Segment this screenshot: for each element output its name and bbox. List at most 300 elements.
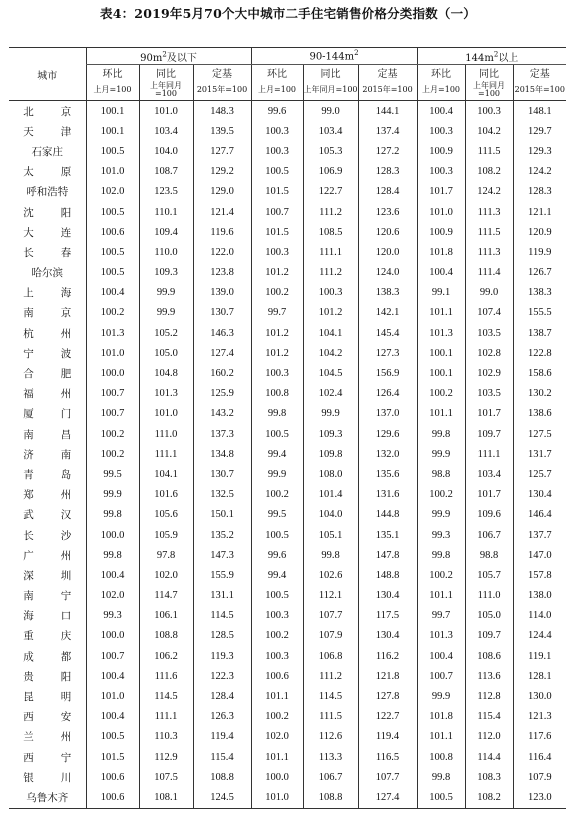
index-value: 127.8 — [358, 686, 417, 706]
index-value: 104.0 — [303, 505, 358, 525]
index-value: 122.7 — [358, 707, 417, 727]
index-value: 130.4 — [358, 586, 417, 606]
index-value: 99.8 — [86, 545, 139, 565]
index-value: 101.1 — [417, 586, 465, 606]
city-name: 宁波 — [23, 347, 72, 360]
index-value: 111.6 — [139, 666, 193, 686]
table-row — [9, 343, 566, 363]
index-value: 102.0 — [86, 182, 139, 202]
index-value: 102.0 — [251, 727, 303, 747]
index-value: 122.7 — [303, 182, 358, 202]
index-value: 128.4 — [193, 686, 251, 706]
index-value: 106.7 — [303, 767, 358, 787]
index-value: 111.1 — [303, 242, 358, 262]
index-value: 139.5 — [193, 121, 251, 141]
table-row — [9, 485, 566, 505]
index-value: 110.3 — [139, 727, 193, 747]
index-value: 111.1 — [465, 444, 513, 464]
index-value: 131.6 — [358, 485, 417, 505]
index-value: 109.7 — [465, 424, 513, 444]
index-value: 100.3 — [417, 162, 465, 182]
index-value: 131.7 — [513, 444, 566, 464]
index-value: 126.4 — [358, 384, 417, 404]
table-row — [9, 545, 566, 565]
city-name: 合肥 — [23, 368, 72, 381]
index-value: 111.5 — [465, 141, 513, 161]
index-value: 119.4 — [193, 727, 251, 747]
index-value: 99.9 — [417, 444, 465, 464]
index-value: 99.9 — [417, 505, 465, 525]
city-name: 兰州 — [23, 731, 72, 744]
index-value: 101.1 — [251, 686, 303, 706]
index-value: 100.4 — [417, 646, 465, 666]
index-value: 104.2 — [303, 343, 358, 363]
index-value: 105.0 — [465, 606, 513, 626]
city-name: 银川 — [23, 771, 72, 784]
index-value: 100.3 — [251, 141, 303, 161]
table-row — [9, 323, 566, 343]
index-value: 99.3 — [86, 606, 139, 626]
city-name: 长沙 — [23, 529, 72, 542]
index-value: 124.2 — [465, 182, 513, 202]
index-value: 116.5 — [358, 747, 417, 767]
index-value: 126.3 — [193, 707, 251, 727]
index-value: 119.1 — [513, 646, 566, 666]
index-value: 100.3 — [251, 606, 303, 626]
index-value: 112.9 — [139, 747, 193, 767]
city-name: 南昌 — [23, 428, 72, 441]
index-value: 116.2 — [358, 646, 417, 666]
index-value: 99.8 — [417, 424, 465, 444]
index-value: 101.5 — [86, 747, 139, 767]
index-value: 135.2 — [193, 525, 251, 545]
index-value: 101.5 — [251, 182, 303, 202]
table-row — [9, 202, 566, 222]
index-value: 157.8 — [513, 565, 566, 585]
index-value: 100.5 — [86, 263, 139, 283]
index-value: 99.9 — [303, 404, 358, 424]
index-value: 100.5 — [86, 727, 139, 747]
table-row — [9, 606, 566, 626]
index-value: 130.4 — [513, 485, 566, 505]
index-value: 137.0 — [358, 404, 417, 424]
index-value: 127.3 — [358, 343, 417, 363]
index-value: 100.2 — [251, 626, 303, 646]
index-value: 122.3 — [193, 666, 251, 686]
header-yoy: 同比 — [139, 65, 193, 81]
city-name: 武汉 — [23, 509, 72, 522]
index-value: 101.1 — [417, 303, 465, 323]
index-value: 102.9 — [465, 363, 513, 383]
header-city: 城市 — [9, 48, 86, 101]
header-base-prev-month: 上月=100 — [251, 80, 303, 101]
index-value: 100.2 — [251, 283, 303, 303]
index-value: 129.6 — [358, 424, 417, 444]
index-value: 119.3 — [193, 646, 251, 666]
index-value: 104.2 — [465, 121, 513, 141]
index-value: 132.0 — [358, 444, 417, 464]
index-value: 99.6 — [251, 101, 303, 122]
table-row — [9, 303, 566, 323]
index-value: 100.5 — [251, 586, 303, 606]
index-value: 100.1 — [417, 343, 465, 363]
index-value: 138.7 — [513, 323, 566, 343]
index-value: 129.3 — [513, 141, 566, 161]
index-value: 100.9 — [417, 222, 465, 242]
index-value: 100.7 — [86, 646, 139, 666]
city-name: 昆明 — [23, 691, 72, 704]
city-name: 济南 — [23, 448, 72, 461]
index-value: 99.5 — [251, 505, 303, 525]
index-value: 100.7 — [86, 404, 139, 424]
index-value: 104.8 — [139, 363, 193, 383]
index-value: 131.1 — [193, 586, 251, 606]
index-value: 123.8 — [193, 263, 251, 283]
index-value: 99.8 — [417, 767, 465, 787]
index-value: 102.6 — [303, 565, 358, 585]
index-value: 138.3 — [513, 283, 566, 303]
index-value: 155.9 — [193, 565, 251, 585]
index-value: 100.2 — [417, 485, 465, 505]
index-value: 99.8 — [417, 545, 465, 565]
header-mom: 环比 — [86, 65, 139, 81]
index-value: 135.6 — [358, 464, 417, 484]
city-name: 西宁 — [23, 751, 72, 764]
index-value: 98.8 — [417, 464, 465, 484]
index-value: 101.7 — [465, 404, 513, 424]
city-name: 海口 — [23, 610, 72, 623]
index-value: 105.6 — [139, 505, 193, 525]
index-value: 138.6 — [513, 404, 566, 424]
index-value: 100.7 — [417, 666, 465, 686]
city-name: 上海 — [23, 287, 72, 300]
index-value: 139.0 — [193, 283, 251, 303]
table-row — [9, 424, 566, 444]
index-value: 101.0 — [139, 404, 193, 424]
index-value: 127.5 — [513, 424, 566, 444]
index-value: 99.8 — [251, 404, 303, 424]
index-value: 108.7 — [139, 162, 193, 182]
index-value: 111.0 — [139, 424, 193, 444]
index-value: 143.2 — [193, 404, 251, 424]
index-value: 101.5 — [251, 222, 303, 242]
index-value: 108.2 — [465, 162, 513, 182]
index-value: 121.3 — [513, 707, 566, 727]
header-group-over-144: $144m^2$以上 — [417, 48, 566, 65]
index-value: 108.8 — [139, 626, 193, 646]
header-yoy: 同比 — [465, 65, 513, 81]
table-row — [9, 727, 566, 747]
index-value: 100.3 — [251, 646, 303, 666]
header-base-2015: 2015年=100 — [358, 80, 417, 101]
index-value: 100.4 — [417, 263, 465, 283]
city-name: 厦门 — [23, 408, 72, 421]
index-value: 127.4 — [193, 343, 251, 363]
index-value: 108.3 — [465, 767, 513, 787]
index-value: 111.1 — [139, 707, 193, 727]
index-value: 111.3 — [465, 202, 513, 222]
index-value: 130.2 — [513, 384, 566, 404]
index-value: 100.4 — [86, 666, 139, 686]
index-value: 145.4 — [358, 323, 417, 343]
index-value: 121.1 — [513, 202, 566, 222]
index-value: 127.2 — [358, 141, 417, 161]
index-value: 128.4 — [358, 182, 417, 202]
index-value: 110.0 — [139, 242, 193, 262]
index-value: 124.0 — [358, 263, 417, 283]
index-value: 108.6 — [465, 646, 513, 666]
index-value: 127.7 — [193, 141, 251, 161]
index-value: 103.5 — [465, 384, 513, 404]
index-value: 147.0 — [513, 545, 566, 565]
city-name: 深圳 — [23, 569, 72, 582]
city-name: 南宁 — [23, 590, 72, 603]
index-value: 106.9 — [303, 162, 358, 182]
index-value: 99.9 — [251, 464, 303, 484]
index-value: 128.1 — [513, 666, 566, 686]
index-value: 108.2 — [465, 787, 513, 808]
index-value: 116.4 — [513, 747, 566, 767]
index-value: 106.2 — [139, 646, 193, 666]
index-value: 135.1 — [358, 525, 417, 545]
index-value: 99.4 — [251, 444, 303, 464]
index-value: 150.1 — [193, 505, 251, 525]
index-value: 124.4 — [513, 626, 566, 646]
index-value: 100.1 — [417, 363, 465, 383]
index-value: 100.8 — [417, 747, 465, 767]
index-value: 148.3 — [193, 101, 251, 122]
index-value: 160.2 — [193, 363, 251, 383]
index-value: 99.9 — [139, 303, 193, 323]
table-row — [9, 101, 566, 122]
index-value: 123.0 — [513, 787, 566, 808]
index-value: 108.8 — [303, 787, 358, 808]
index-value: 108.1 — [139, 787, 193, 808]
index-value: 129.0 — [193, 182, 251, 202]
index-value: 120.0 — [358, 242, 417, 262]
table-row — [9, 263, 566, 283]
index-value: 125.9 — [193, 384, 251, 404]
index-value: 124.2 — [513, 162, 566, 182]
city-name: 郑州 — [23, 489, 72, 502]
index-value: 109.3 — [303, 424, 358, 444]
index-value: 99.5 — [86, 464, 139, 484]
header-base-prev-year: 上年同月=100 — [139, 80, 193, 101]
table-row — [9, 363, 566, 383]
index-value: 112.8 — [465, 686, 513, 706]
header-fixed-base: 定基 — [513, 65, 566, 81]
index-value: 100.4 — [86, 565, 139, 585]
table-row — [9, 626, 566, 646]
index-value: 103.4 — [465, 464, 513, 484]
header-fixed-base: 定基 — [193, 65, 251, 81]
index-value: 100.0 — [86, 626, 139, 646]
index-value: 100.4 — [417, 101, 465, 122]
index-value: 148.8 — [358, 565, 417, 585]
index-value: 99.8 — [86, 505, 139, 525]
index-value: 125.7 — [513, 464, 566, 484]
table-row — [9, 707, 566, 727]
index-value: 99.8 — [303, 545, 358, 565]
index-value: 100.5 — [251, 525, 303, 545]
city-name: 长春 — [23, 246, 72, 259]
index-value: 100.2 — [417, 384, 465, 404]
index-value: 115.4 — [193, 747, 251, 767]
index-value: 130.0 — [513, 686, 566, 706]
table-row — [9, 747, 566, 767]
index-value: 126.7 — [513, 263, 566, 283]
header-mom: 环比 — [417, 65, 465, 81]
index-value: 99.6 — [251, 545, 303, 565]
index-value: 111.4 — [465, 263, 513, 283]
index-value: 103.4 — [139, 121, 193, 141]
index-value: 158.6 — [513, 363, 566, 383]
table-row — [9, 586, 566, 606]
index-value: 130.7 — [193, 303, 251, 323]
header-base-prev-month: 上月=100 — [86, 80, 139, 101]
index-value: 111.0 — [465, 586, 513, 606]
index-value: 99.0 — [465, 283, 513, 303]
index-value: 108.0 — [303, 464, 358, 484]
index-value: 100.5 — [86, 242, 139, 262]
index-value: 100.3 — [417, 121, 465, 141]
index-value: 105.7 — [465, 565, 513, 585]
index-value: 112.6 — [303, 727, 358, 747]
index-value: 100.3 — [251, 121, 303, 141]
index-value: 146.3 — [193, 323, 251, 343]
index-value: 117.5 — [358, 606, 417, 626]
index-value: 100.6 — [86, 222, 139, 242]
index-value: 106.7 — [465, 525, 513, 545]
index-value: 107.7 — [303, 606, 358, 626]
index-value: 100.9 — [417, 141, 465, 161]
table-row — [9, 121, 566, 141]
index-value: 101.0 — [86, 343, 139, 363]
index-value: 101.3 — [417, 323, 465, 343]
index-value: 146.4 — [513, 505, 566, 525]
index-value: 111.5 — [303, 707, 358, 727]
header-base-2015: 2015年=100 — [193, 80, 251, 101]
index-value: 99.9 — [86, 485, 139, 505]
index-value: 100.2 — [86, 303, 139, 323]
index-value: 101.6 — [139, 485, 193, 505]
index-value: 119.4 — [358, 727, 417, 747]
index-value: 112.0 — [465, 727, 513, 747]
index-value: 114.5 — [139, 686, 193, 706]
index-value: 99.9 — [417, 686, 465, 706]
header-mom: 环比 — [251, 65, 303, 81]
index-value: 129.7 — [513, 121, 566, 141]
table-row — [9, 505, 566, 525]
index-value: 100.5 — [417, 787, 465, 808]
index-value: 100.5 — [251, 424, 303, 444]
city-name: 哈尔滨 — [31, 267, 63, 280]
index-value: 113.6 — [465, 666, 513, 686]
index-value: 99.7 — [417, 606, 465, 626]
index-value: 101.1 — [251, 747, 303, 767]
index-value: 101.8 — [417, 242, 465, 262]
index-value: 99.9 — [139, 283, 193, 303]
index-value: 101.7 — [465, 485, 513, 505]
index-value: 111.2 — [303, 666, 358, 686]
index-value: 123.5 — [139, 182, 193, 202]
index-value: 122.8 — [513, 343, 566, 363]
index-value: 101.0 — [251, 787, 303, 808]
table-row — [9, 162, 566, 182]
index-value: 100.3 — [303, 283, 358, 303]
city-name: 杭州 — [23, 327, 72, 340]
index-value: 104.1 — [139, 464, 193, 484]
table-title: 表4：2019年5月70个大中城市二手住宅销售价格分类指数（一） — [100, 6, 476, 21]
index-value: 102.0 — [86, 586, 139, 606]
index-value: 105.9 — [139, 525, 193, 545]
city-name: 呼和浩特 — [26, 186, 69, 199]
city-name: 太原 — [23, 166, 72, 179]
city-name: 乌鲁木齐 — [9, 787, 86, 808]
index-value: 129.2 — [193, 162, 251, 182]
index-value: 155.5 — [513, 303, 566, 323]
table-row — [9, 444, 566, 464]
table-row — [9, 222, 566, 242]
index-value: 101.0 — [86, 162, 139, 182]
index-value: 101.2 — [303, 303, 358, 323]
index-value: 114.5 — [193, 606, 251, 626]
index-value: 144.1 — [358, 101, 417, 122]
index-value: 100.0 — [251, 767, 303, 787]
index-value: 105.3 — [303, 141, 358, 161]
index-value: 108.5 — [303, 222, 358, 242]
index-value: 120.9 — [513, 222, 566, 242]
header-fixed-base: 定基 — [358, 65, 417, 81]
city-name: 北京 — [23, 105, 72, 118]
index-value: 138.0 — [513, 586, 566, 606]
table-row — [9, 141, 566, 161]
header-group-under-90: $90m^2$及以下 — [86, 48, 251, 65]
index-value: 100.2 — [417, 565, 465, 585]
index-value: 100.7 — [86, 384, 139, 404]
index-value: 99.3 — [417, 525, 465, 545]
index-value: 100.6 — [86, 787, 139, 808]
city-name: 青岛 — [23, 468, 72, 481]
index-value: 100.2 — [86, 444, 139, 464]
index-value: 100.8 — [251, 384, 303, 404]
table-row — [9, 283, 566, 303]
index-value: 109.4 — [139, 222, 193, 242]
index-value: 111.2 — [303, 202, 358, 222]
index-value: 99.0 — [303, 101, 358, 122]
index-value: 100.4 — [86, 707, 139, 727]
index-value: 130.4 — [358, 626, 417, 646]
table-row — [9, 384, 566, 404]
index-value: 104.5 — [303, 363, 358, 383]
index-value: 100.1 — [86, 121, 139, 141]
index-value: 99.7 — [251, 303, 303, 323]
index-value: 106.8 — [303, 646, 358, 666]
index-value: 111.3 — [465, 242, 513, 262]
index-value: 120.6 — [358, 222, 417, 242]
index-value: 104.0 — [139, 141, 193, 161]
index-value: 115.4 — [465, 707, 513, 727]
index-value: 105.2 — [139, 323, 193, 343]
index-value: 111.5 — [465, 222, 513, 242]
city-name: 南京 — [23, 307, 72, 320]
index-value: 100.3 — [251, 363, 303, 383]
index-value: 103.5 — [465, 323, 513, 343]
index-value: 122.0 — [193, 242, 251, 262]
index-value: 102.0 — [139, 565, 193, 585]
index-value: 109.7 — [465, 626, 513, 646]
header-base-prev-month: 上月=100 — [417, 80, 465, 101]
